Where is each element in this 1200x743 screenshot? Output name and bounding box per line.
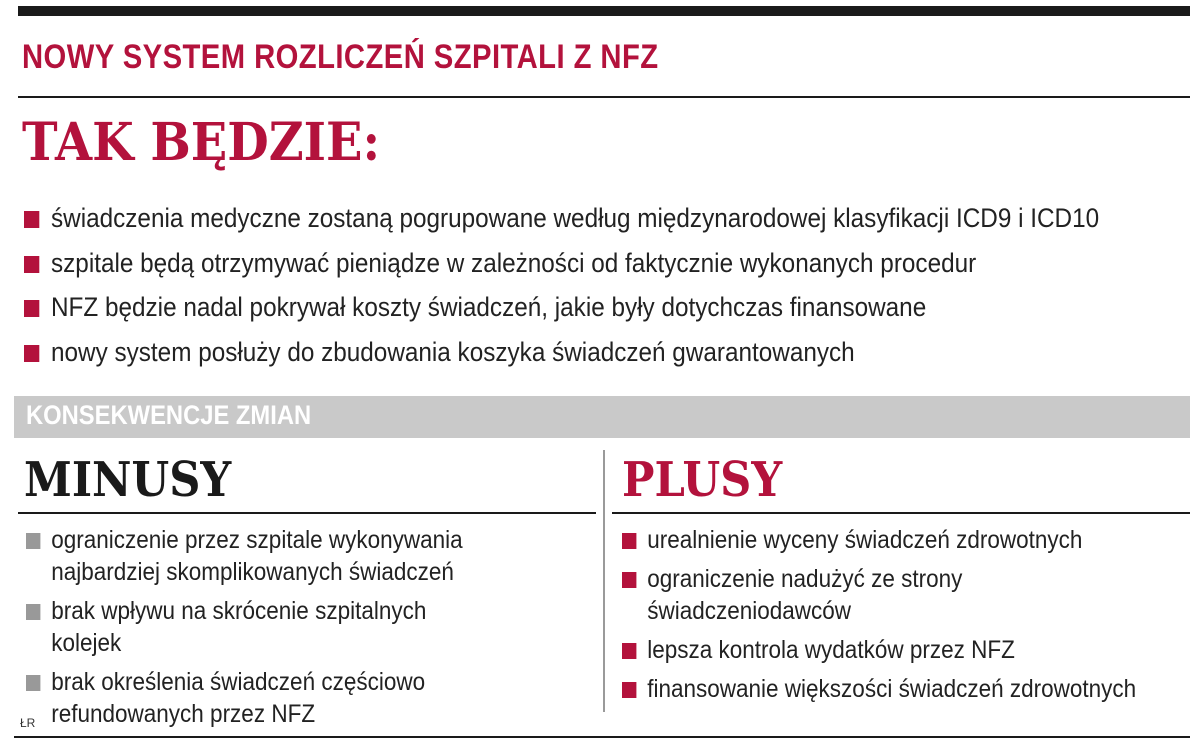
author-credit: ŁR bbox=[20, 716, 36, 730]
list-item: ograniczenie przez szpitale wykonywania najbardziej skomplikowanych świadczeń bbox=[26, 524, 494, 588]
minusy-list bbox=[26, 524, 546, 737]
square-bullet-icon bbox=[24, 300, 39, 317]
square-bullet-icon bbox=[24, 211, 39, 228]
list-item: świadczenia medyczne zostaną pogrupowane według międzynarodowej klasyfikacji ICD9 i ICD10 bbox=[24, 196, 1099, 241]
list-item: lepsza kontrola wydatków przez NFZ bbox=[622, 634, 1144, 666]
square-bullet-icon bbox=[622, 643, 636, 659]
list-item: finansowanie większości świadczeń zdrowotnych bbox=[622, 673, 1144, 705]
square-bullet-icon bbox=[24, 345, 39, 362]
list-item: brak wpływu na skrócenie szpitalnych kolejek bbox=[26, 595, 494, 659]
square-bullet-icon bbox=[622, 572, 636, 588]
list-item: nowy system posłuży do zbudowania koszyka świadczeń gwarantowanych bbox=[24, 330, 1099, 375]
square-bullet-icon bbox=[24, 256, 39, 273]
section-band bbox=[14, 396, 1190, 438]
list-item: urealnienie wyceny świadczeń zdrowotnych bbox=[622, 524, 1144, 556]
section-band-label: KONSEKWENCJE ZMIAN bbox=[26, 400, 312, 430]
list-item: ograniczenie nadużyć ze strony świadczeniodawców bbox=[622, 563, 1043, 627]
plusy-heading: PLUSY bbox=[622, 452, 783, 508]
square-bullet-icon bbox=[26, 533, 40, 549]
bottom-border bbox=[14, 736, 1190, 738]
top-border bbox=[18, 6, 1190, 16]
list-item: NFZ będzie nadal pokrywał koszty świadczeń, jakie były dotychczas finansowane bbox=[24, 285, 1099, 330]
kicker-divider bbox=[18, 96, 1190, 98]
plusy-divider bbox=[612, 512, 1190, 514]
main-list bbox=[24, 196, 1200, 374]
square-bullet-icon bbox=[26, 675, 40, 691]
list-item: szpitale będą otrzymywać pieniądze w zależności od faktycznie wykonanych procedur bbox=[24, 241, 1099, 286]
minusy-divider bbox=[18, 512, 596, 514]
headline: TAK BĘDZIE: bbox=[22, 112, 381, 173]
kicker-title: NOWY SYSTEM ROZLICZEŃ SZPITALI Z NFZ bbox=[22, 38, 659, 76]
minusy-heading: MINUSY bbox=[24, 452, 232, 508]
square-bullet-icon bbox=[26, 604, 40, 620]
list-item: brak określenia świadczeń częściowo refundowanych przez NFZ bbox=[26, 666, 494, 730]
column-divider bbox=[603, 450, 605, 712]
square-bullet-icon bbox=[622, 533, 636, 549]
square-bullet-icon bbox=[622, 682, 636, 698]
plusy-list bbox=[622, 524, 1200, 712]
